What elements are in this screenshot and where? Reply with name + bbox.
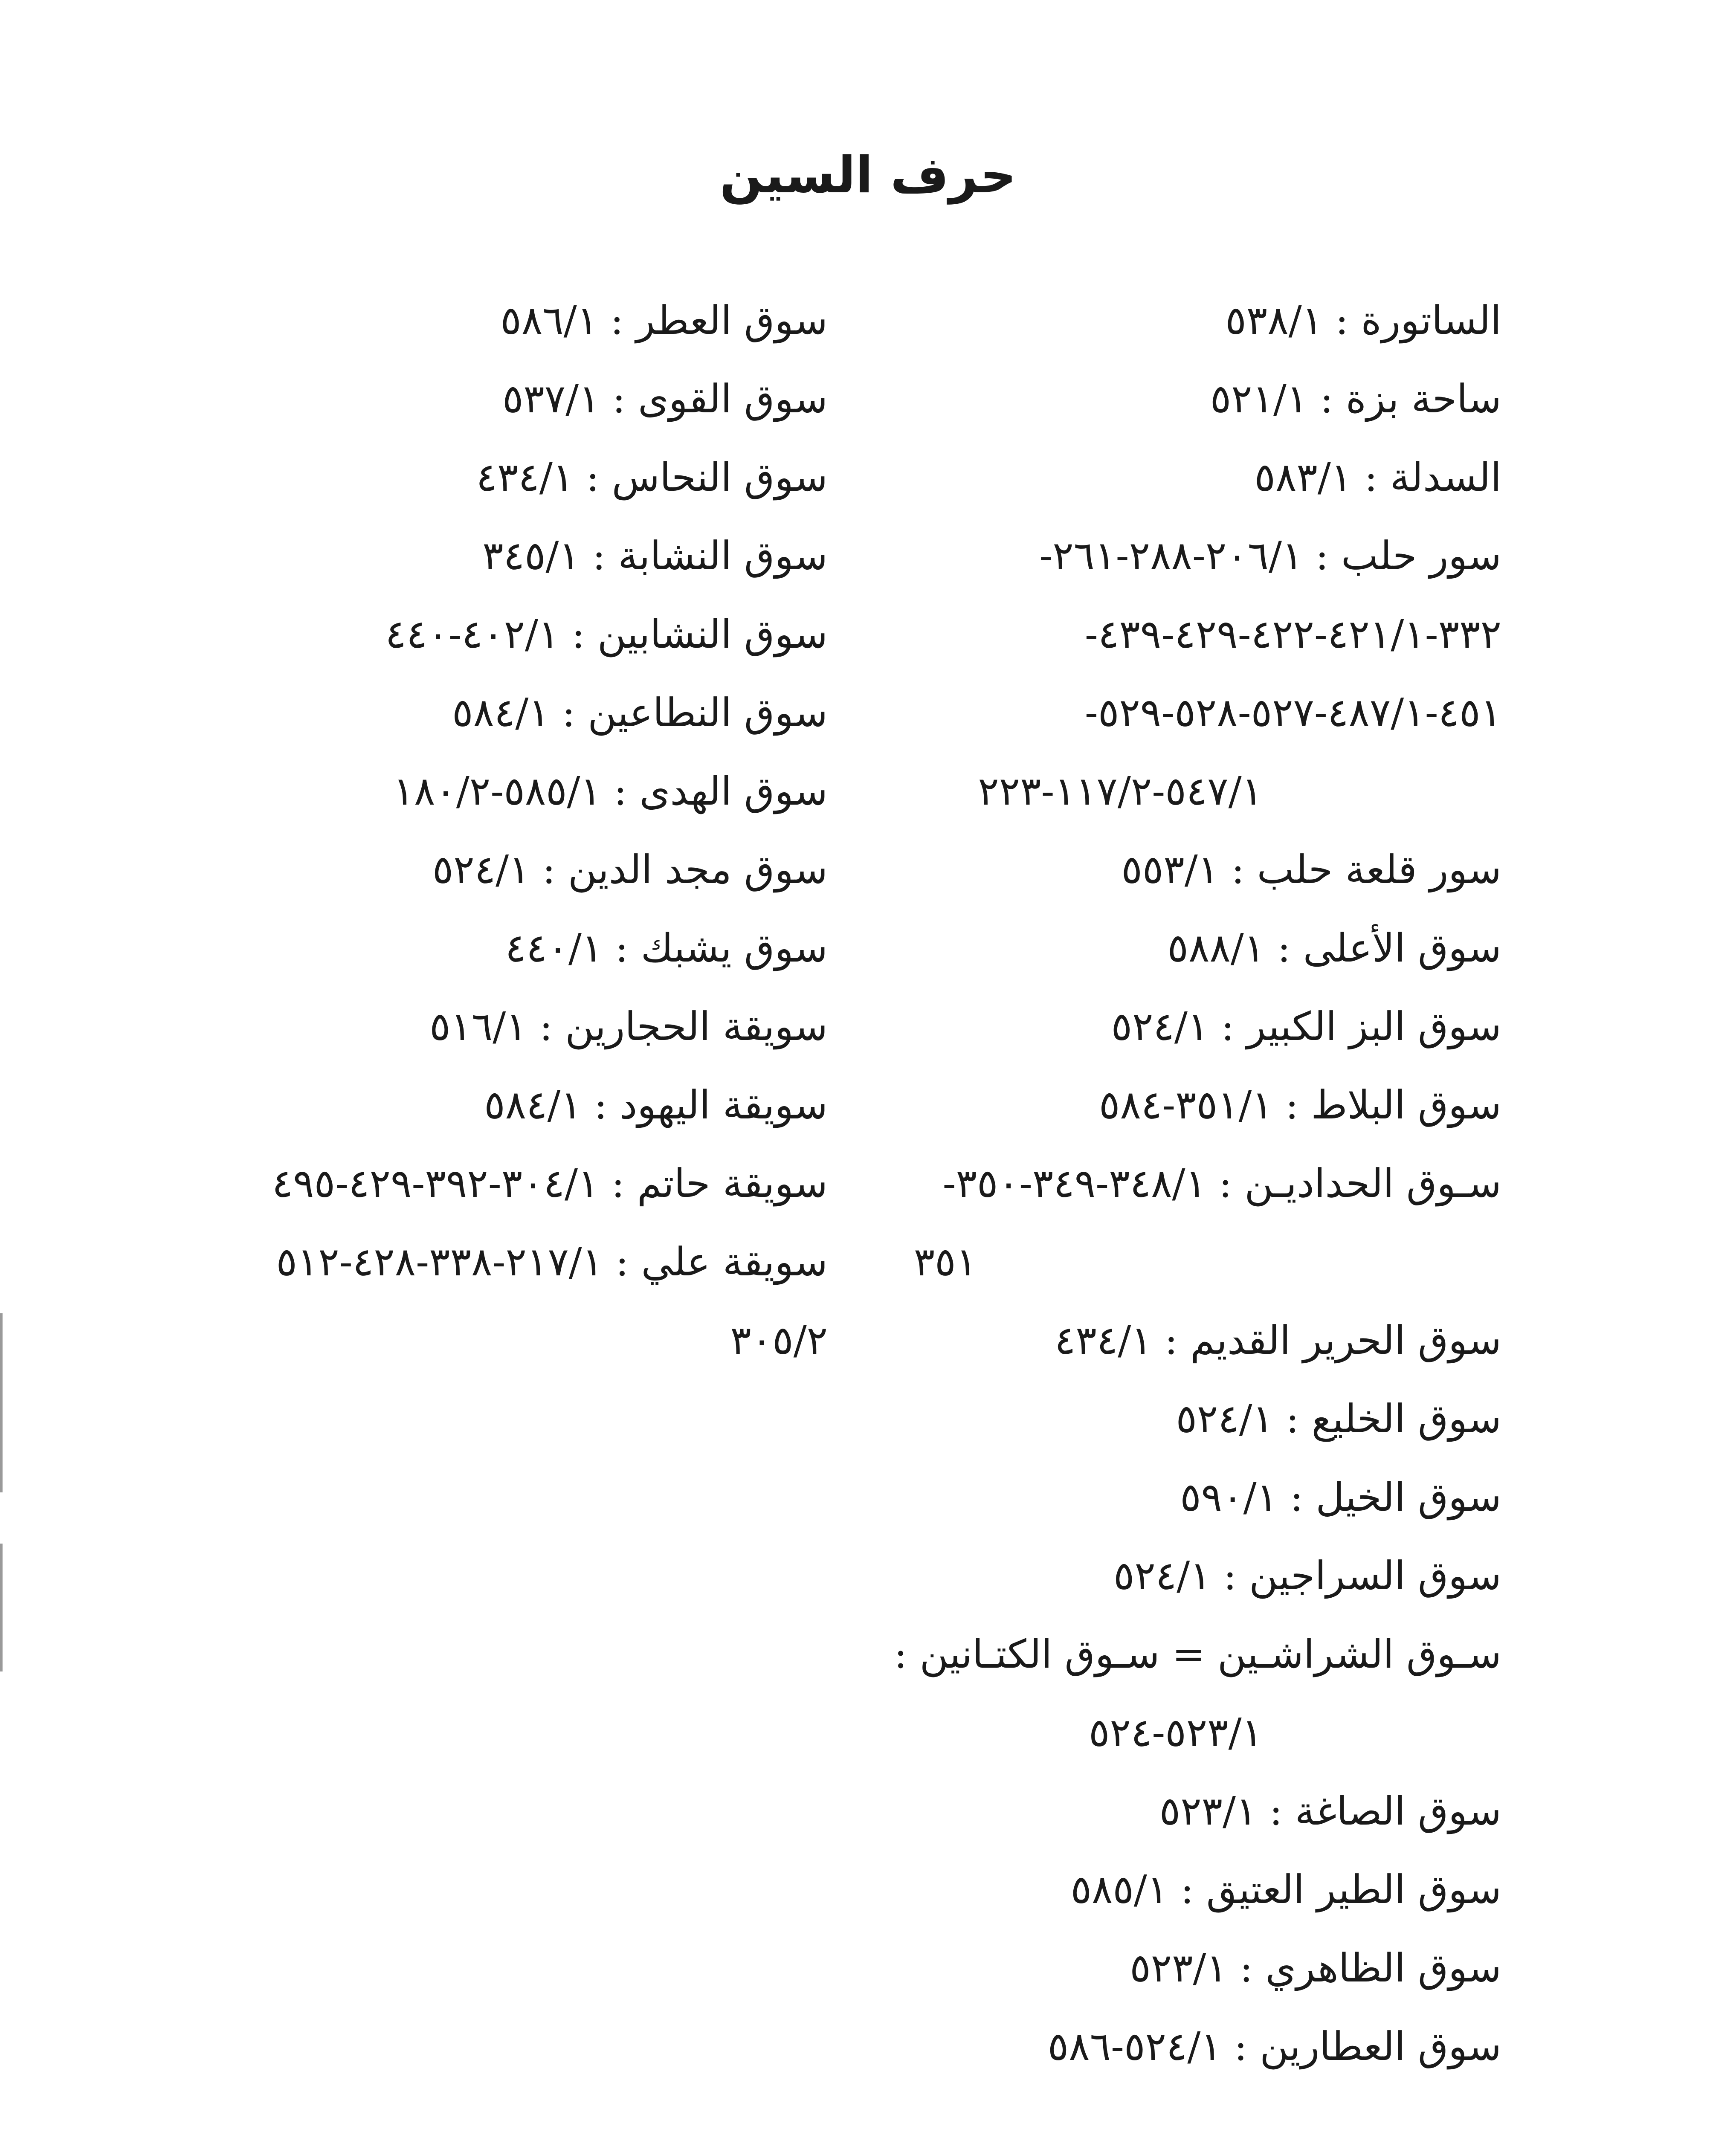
index-entry: سوق يشبك : ٤٤٠/١ [505,925,828,971]
index-entry-continuation: ٤٥١-٤٨٧/١-٥٢٧-٥٢٨-٥٢٩- [1084,690,1501,736]
index-entry: سوق البز الكبير : ٥٢٤/١ [1111,1004,1501,1049]
index-entry-continuation: ٣٣٢-٤٢١/١-٤٢٢-٤٢٩-٤٣٩- [1084,611,1501,657]
index-entry: سوق الخليع : ٥٢٤/١ [1176,1396,1501,1442]
index-entry: سـوق الحداديـن : ٣٤٨/١-٣٤٩-٣٥٠- [942,1161,1501,1206]
page-title: حرف السين [719,145,1017,204]
index-entry-continuation: ٣٠٥/٢ [730,1318,828,1363]
index-entry: سوق البلاط : ٣٥١/١-٥٨٤ [1098,1082,1501,1128]
index-entry-continuation: ٥٢٣/١-٥٢٤ [1089,1710,1263,1755]
index-entry: الساتورة : ٥٣٨/١ [1225,298,1501,343]
index-entry: سوق الظاهري : ٥٢٣/١ [1130,1945,1501,1991]
index-entry: سويقة حاتم : ٣٠٤/١-٣٩٢-٤٢٩-٤٩٥ [272,1161,828,1206]
index-entry: سوق العطارين : ٥٢٤/١-٥٨٦ [1047,2024,1501,2069]
index-entry-continuation: ٣٥١ [913,1239,977,1285]
index-entry: سويقة الحجارين : ٥١٦/١ [429,1004,828,1049]
index-entry: سوق العطر : ٥٨٦/١ [500,298,828,343]
index-entry: سوق الأعلى : ٥٨٨/١ [1167,925,1501,971]
index-entry: سوق النشابة : ٣٤٥/١ [482,533,828,579]
index-entry: السدلة : ٥٨٣/١ [1254,455,1501,500]
index-entry: سوق الهدى : ٥٨٥/١-١٨٠/٢ [393,768,828,814]
index-entry: سوق الطير العتيق : ٥٨٥/١ [1070,1867,1501,1912]
index-entry: سوق القوى : ٥٣٧/١ [502,376,828,422]
index-entry: سوق مجد الدين : ٥٢٤/١ [432,847,828,892]
index-entry: سوق النطاعين : ٥٨٤/١ [452,690,828,736]
index-entry: سويقة علي : ٢١٧/١-٣٣٨-٤٢٨-٥١٢ [276,1239,828,1285]
index-entry: ساحة بزة : ٥٢١/١ [1210,376,1501,422]
index-entry: سور قلعة حلب : ٥٥٣/١ [1121,847,1501,892]
index-entry: سوق السراجين : ٥٢٤/١ [1113,1553,1501,1599]
index-entry: سوق الصاغة : ٥٢٣/١ [1159,1788,1501,1834]
index-entry: سوق النشابين : ٤٠٢/١-٤٤٠ [385,611,828,657]
index-entry: سـوق الشراشـين = سـوق الكتـانين : [894,1631,1501,1677]
index-entry: سوق الحرير القديم : ٤٣٤/١ [1055,1318,1501,1363]
index-entry: سويقة اليهود : ٥٨٤/١ [484,1082,828,1128]
left-column [162,281,828,1380]
scan-edge-mark [0,1313,3,1492]
index-entry: سوق الخيل : ٥٩٠/١ [1180,1474,1501,1520]
index-entry: سوق النحاس : ٤٣٤/١ [476,455,828,500]
index-entry: سور حلب : ٢٠٦/١-٢٨٨-٢٦١- [1039,533,1501,579]
scan-edge-mark [0,1544,3,1671]
index-entry-continuation: ٥٤٧/١-١١٧/٢-٢٢٣ [978,768,1263,814]
right-column [836,281,1501,2086]
